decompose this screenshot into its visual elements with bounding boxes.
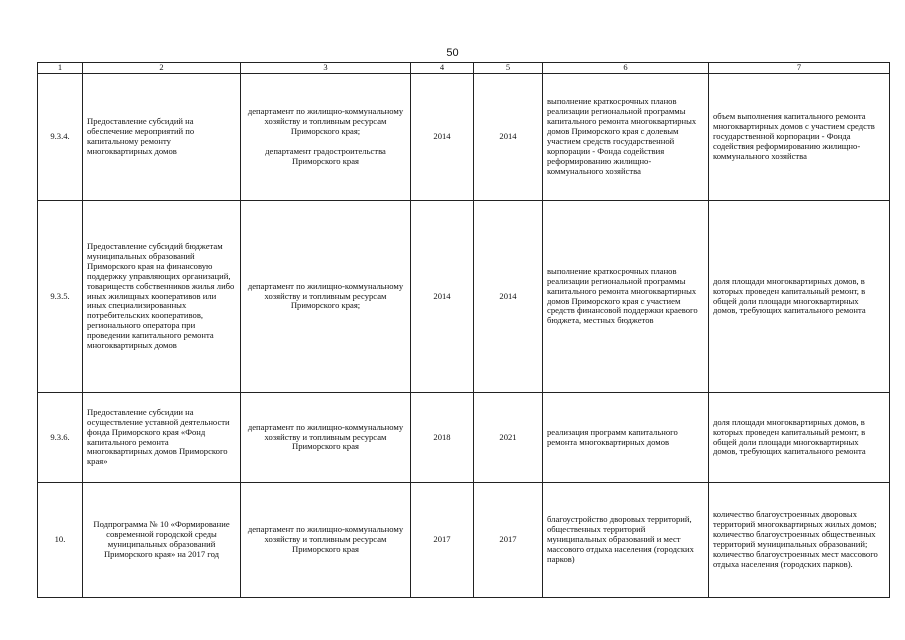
expected-result: выполнение краткосрочных планов реализации региональной программы капитального ремонта многоквартирных домов Приморского края с участием средств финансовой поддержки краевого бюджета, местных бюджетов [543, 201, 709, 393]
start-year: 2017 [411, 483, 474, 598]
table-row [38, 393, 890, 483]
target-indicator: объем выполнения капитального ремонта многоквартирных домов с участием средств государственной корпорации - Фонда содействия реформированию жилищно-коммунального хозяйства [709, 74, 890, 201]
responsible-executor [241, 74, 411, 201]
measure-name: Предоставление субсидий бюджетам муниципальных образований Приморского края на финансовую поддержку управляющих организаций, товариществ собственников жилья либо иных жилищных кооперативов или иных специализированных потребительских кооперативов, регионального оператора при проведении капитального ремонта многоквартирных домов [83, 201, 241, 393]
start-year: 2014 [411, 201, 474, 393]
start-year: 2014 [411, 74, 474, 201]
program-measures-table [37, 62, 890, 598]
row-number: 9.3.4. [38, 74, 83, 201]
column-header: 6 [543, 63, 709, 74]
end-year: 2014 [474, 74, 543, 201]
column-header: 4 [411, 63, 474, 74]
end-year: 2017 [474, 483, 543, 598]
start-year: 2018 [411, 393, 474, 483]
expected-result: реализация программ капитального ремонта многоквартирных домов [543, 393, 709, 483]
executor-line: департамент по жилищно-коммунальному хозяйству и топливным ресурсам Приморского края; [247, 106, 404, 137]
row-number: 9.3.6. [38, 393, 83, 483]
responsible-executor: департамент по жилищно-коммунальному хозяйству и топливным ресурсам Приморского края; [241, 201, 411, 393]
table-row [38, 201, 890, 393]
column-header: 1 [38, 63, 83, 74]
end-year: 2021 [474, 393, 543, 483]
measure-name: Предоставление субсидии на осуществление уставной деятельности фонда Приморского края «Фонд капитального ремонта многоквартирных домов Приморского края» [83, 393, 241, 483]
table-row [38, 74, 890, 201]
target-indicator: доля площади многоквартирных домов, в которых проведен капитальный ремонт, в общей доли площади многоквартирных домов, требующих капитального ремонта [709, 201, 890, 393]
end-year: 2014 [474, 201, 543, 393]
indicator-line: количество благоустроенных общественных территорий муниципальных образований; [713, 529, 876, 549]
executor-line: департамент градостроительства Приморского края [265, 145, 386, 166]
expected-result: благоустройство дворовых территорий, общественных территорий муниципальных образований и мест массового отдыха населения (городских парков) [543, 483, 709, 598]
table-row [38, 483, 890, 598]
column-header: 3 [241, 63, 411, 74]
column-header: 2 [83, 63, 241, 74]
expected-result: выполнение краткосрочных планов реализации региональной программы капитального ремонта многоквартирных домов Приморского края с долевым участием средств государственной корпорации - Фонда содействия реформированию жилищно-коммунального хозяйства [543, 74, 709, 201]
column-header: 5 [474, 63, 543, 74]
measure-name: Предоставление субсидий на обеспечение мероприятий по капитальному ремонту многоквартирных домов [83, 74, 241, 201]
subprogram-title: Подпрограмма № 10 «Формирование современной городской среды муниципальных образований Приморского края» на 2017 год [83, 483, 241, 598]
column-header: 7 [709, 63, 890, 74]
target-indicator [709, 483, 890, 598]
row-number: 10. [38, 483, 83, 598]
responsible-executor: департамент по жилищно-коммунальному хозяйству и топливным ресурсам Приморского края [241, 483, 411, 598]
page-number: 50 [446, 47, 459, 59]
row-number: 9.3.5. [38, 201, 83, 393]
indicator-line: количество благоустроенных мест массового отдыха населения (городских парков). [713, 548, 878, 569]
target-indicator: доля площади многоквартирных домов, в которых проведен капитальный ремонт, в общей доли площади многоквартирных домов, требующих капитального ремонта [709, 393, 890, 483]
responsible-executor: департамент по жилищно-коммунальному хозяйству и топливным ресурсам Приморского края [241, 393, 411, 483]
table-header-row [38, 63, 890, 74]
indicator-line: количество благоустроенных дворовых территорий многоквартирных жилых домов; [713, 509, 877, 530]
